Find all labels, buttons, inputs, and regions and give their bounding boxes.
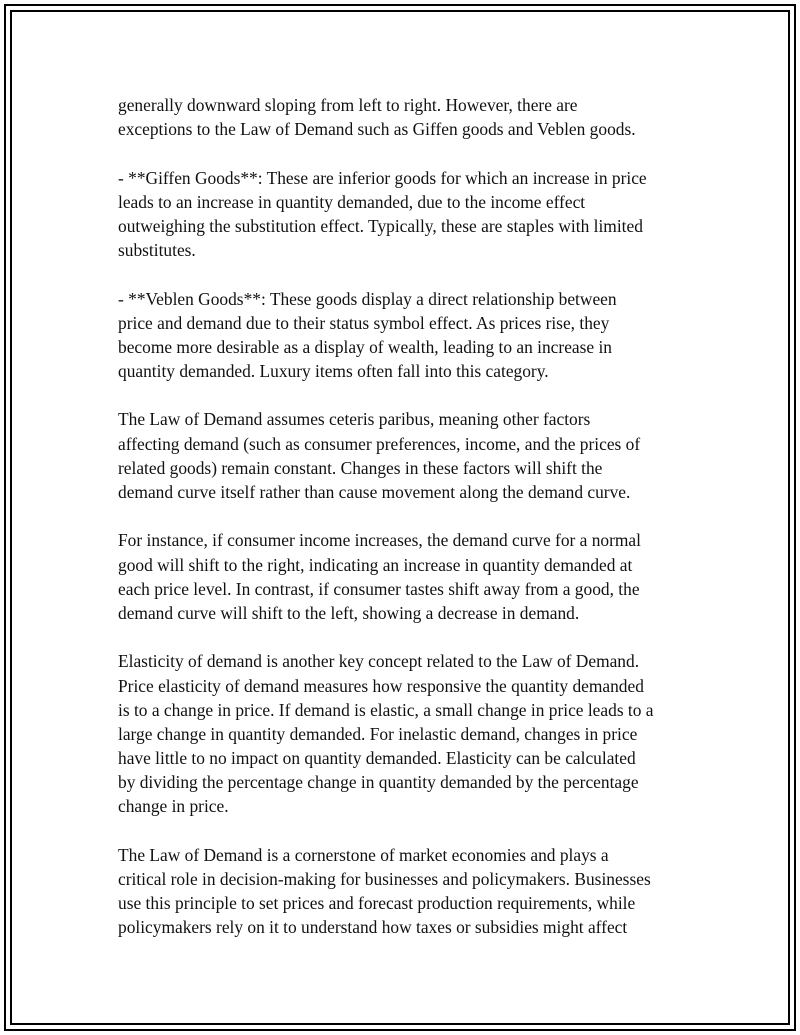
text-line: The Law of Demand is a cornerstone of market economies and plays a <box>118 844 609 865</box>
paragraph-ceteris-paribus <box>118 407 693 504</box>
text-line: critical role in decision-making for businesses and policymakers. Businesses <box>118 869 651 889</box>
text-line: related goods) remain constant. Changes in these factors will shift the <box>118 457 603 478</box>
document-body <box>118 93 693 940</box>
text-line: generally downward sloping from left to right. However, there are <box>118 95 578 115</box>
text-line: use this principle to set prices and forecast production requirements, while <box>118 893 636 914</box>
text-line: each price level. In contrast, if consumer tastes shift away from a good, the <box>118 578 640 599</box>
text-line: have little to no impact on quantity demanded. Elasticity can be calculated <box>118 748 636 769</box>
paragraph-veblen-goods <box>118 287 693 384</box>
text-line: good will shift to the right, indicating an increase in quantity demanded at <box>118 554 633 575</box>
text-line: policymakers rely on it to understand how taxes or subsidies might affect <box>118 917 628 938</box>
text-line: by dividing the percentage change in quantity demanded by the percentage <box>118 772 639 793</box>
text-line: demand curve will shift to the left, showing a decrease in demand. <box>118 602 580 623</box>
text-line: outweighing the substitution effect. Typically, these are staples with limited <box>118 215 643 236</box>
text-line: For instance, if consumer income increases, the demand curve for a normal <box>118 530 641 551</box>
paragraph-demand-shift-example <box>118 528 693 625</box>
text-line: is to a change in price. If demand is elastic, a small change in price leads to a <box>118 699 654 720</box>
text-line: - **Veblen Goods**: These goods display a direct relationship between <box>118 288 617 309</box>
text-line: substitutes. <box>118 240 196 261</box>
text-line: change in price. <box>118 796 229 817</box>
text-line: The Law of Demand assumes ceteris paribus, meaning other factors <box>118 409 591 430</box>
text-line: Price elasticity of demand measures how responsive the quantity demanded <box>118 675 644 696</box>
text-line: leads to an increase in quantity demanded, due to the income effect <box>118 191 586 212</box>
paragraph-demand-curve-intro <box>118 93 693 141</box>
text-line: demand curve itself rather than cause movement along the demand curve. <box>118 482 631 502</box>
text-line: Elasticity of demand is another key concept related to the Law of Demand. <box>118 651 640 672</box>
text-line: - **Giffen Goods**: These are inferior goods for which an increase in price <box>118 167 647 188</box>
text-line: large change in quantity demanded. For inelastic demand, changes in price <box>118 723 638 744</box>
paragraph-giffen-goods <box>118 166 693 263</box>
text-line: quantity demanded. Luxury items often fall into this category. <box>118 361 549 382</box>
paragraph-elasticity <box>118 649 693 818</box>
text-line: price and demand due to their status symbol effect. As prices rise, they <box>118 312 610 333</box>
text-line: exceptions to the Law of Demand such as Giffen goods and Veblen goods. <box>118 119 636 140</box>
text-line: affecting demand (such as consumer preferences, income, and the prices of <box>118 433 641 454</box>
text-line: become more desirable as a display of wealth, leading to an increase in <box>118 336 612 357</box>
paragraph-market-economies <box>118 843 693 940</box>
